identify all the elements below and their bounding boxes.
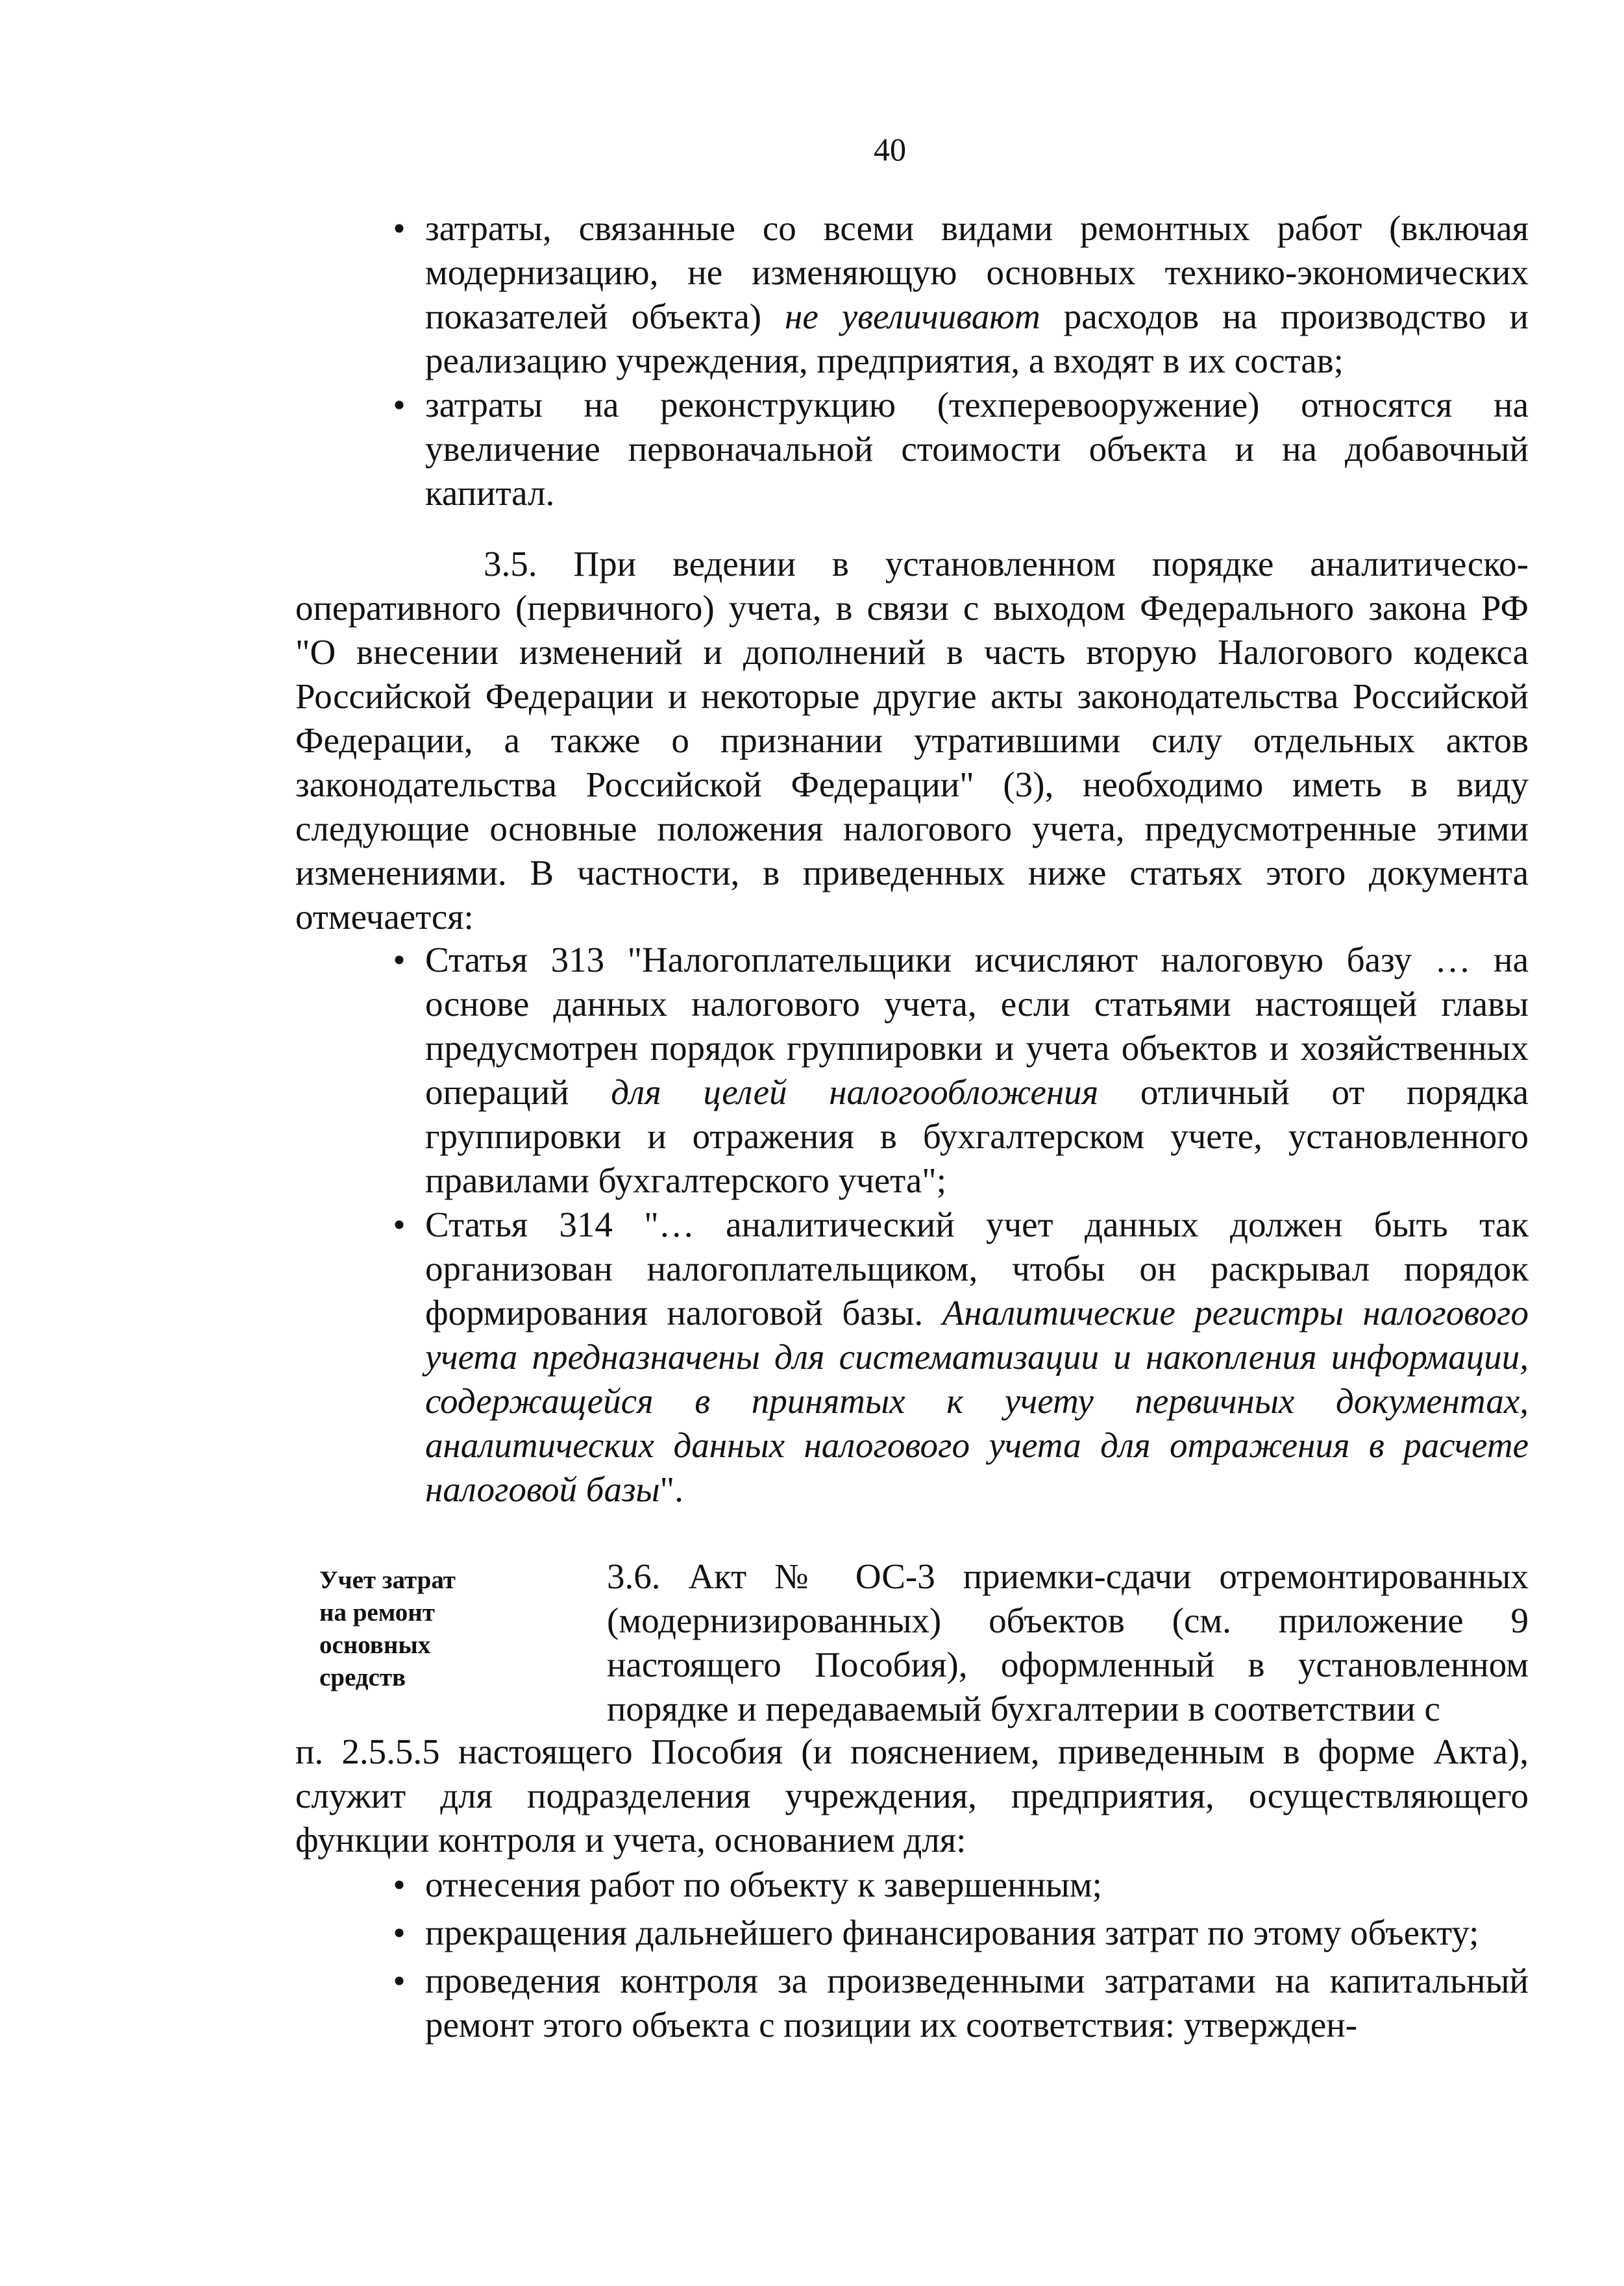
margin-note (319, 1564, 514, 1694)
list-item (393, 1959, 1529, 2047)
list-item (393, 206, 1529, 383)
list-item-text: затраты на реконструкцию (техперевооружение) относятся на увеличение первоначальной стоимости объекта и на добавочный капитал. (425, 385, 1529, 513)
bottom-bullet-list (393, 1863, 1529, 2047)
list-item-text: прекращения дальнейшего финансирования затрат по этому объекту; (425, 1913, 1479, 1952)
bullet-icon: • (393, 1865, 406, 1904)
bullet-icon: • (393, 1961, 406, 2000)
bullet-icon: • (393, 208, 406, 248)
margin-note-line: основных (319, 1631, 431, 1659)
bullet-icon: • (393, 385, 406, 424)
list-item (393, 383, 1529, 515)
list-item-text: отнесения работ по объекту к завершенным; (425, 1865, 1102, 1904)
section-3-6-continued (295, 1730, 1529, 1862)
list-item-text: Статья 313 "Налогоплательщики исчисляют налоговую базу … на основе данных налогового учета, если статьями настоящей главы предусмотрен порядок группировки и учета объектов и хозяйственных операций для целей налогообложения отличный от порядка группировки и отражения в бухгалтерском учете, установленного правилами бухгалтерского учета"; (425, 940, 1529, 1200)
list-item-text: затраты, связанные со всеми видами ремонтных работ (включая модернизацию, не изменяющую основных технико-экономических показателей объекта) не увеличивают расходов на производство и реализацию учреждения, предприятия, а входят в их состав; (425, 208, 1529, 380)
list-item-text: проведения контроля за произведенными затратами на капитальный ремонт этого объекта с позиции их соответствия: утвержден- (425, 1961, 1529, 2045)
margin-note-line: средств (319, 1664, 406, 1691)
bullet-icon: • (393, 1913, 406, 1952)
emphasis: Аналитические регистры налогового учета предназначены для систематизации и накопления информации, содержащейся в принятых к учету первичных документах, аналитических данных налогового учета для отражения в расчете налоговой базы (425, 1293, 1529, 1509)
paragraph: 3.6. Акт № ОС-3 приемки-сдачи отремонтированных (модернизированных) объектов (см. приложение 9 настоящего Пособия), оформленный в установленном порядке и передаваемый бухгалтерии в соответствии с (607, 1556, 1529, 1728)
bullet-icon: • (393, 940, 406, 979)
list-item (393, 1203, 1529, 1512)
top-bullet-list (393, 206, 1529, 515)
paragraph: п. 2.5.5.5 настоящего Пособия (и пояснением, приведенным в форме Акта), служит для подразделения учреждения, предприятия, осуществляющего функции контроля и учета, основанием для: (295, 1732, 1529, 1860)
bullet-icon: • (393, 1205, 406, 1244)
section-3-6 (607, 1555, 1529, 1731)
list-item-text: Статья 314 "… аналитический учет данных должен быть так организован налогоплательщиком, чтобы он раскрывал порядок формирования налоговой базы. Аналитические регистры налогового учета предназначены для систематизации и накопления информации, содержащейся в принятых к учету первичных документах, аналитических данных налогового учета для отражения в расчете налоговой базы". (425, 1205, 1529, 1509)
article-bullet-list (393, 938, 1529, 1512)
list-item (393, 1911, 1529, 1955)
margin-note-line: на ремонт (319, 1599, 435, 1627)
page-number: 40 (874, 131, 906, 167)
emphasis: для целей налогообложения (611, 1072, 1099, 1112)
section-3-5 (295, 542, 1529, 939)
list-item (393, 938, 1529, 1203)
emphasis: не увеличивают (785, 297, 1040, 336)
margin-note-line: Учет затрат (319, 1566, 456, 1594)
paragraph: 3.5. При ведении в установленном порядке аналитическо-оперативного (первичного) учета, в связи с выходом Федерального закона РФ "О внесении изменений и дополнений в часть вторую Налогового кодекса Российской Федерации и некоторые другие акты законодательства Российской Федерации, а также о признании утратившими силу отдельных актов законодательства Российской Федерации" (3), необходимо иметь в виду следующие основные положения налогового учета, предусмотренные этими изменениями. В частности, в приведенных ниже статьях этого документа отмечается: (295, 544, 1529, 937)
list-item (393, 1863, 1529, 1907)
